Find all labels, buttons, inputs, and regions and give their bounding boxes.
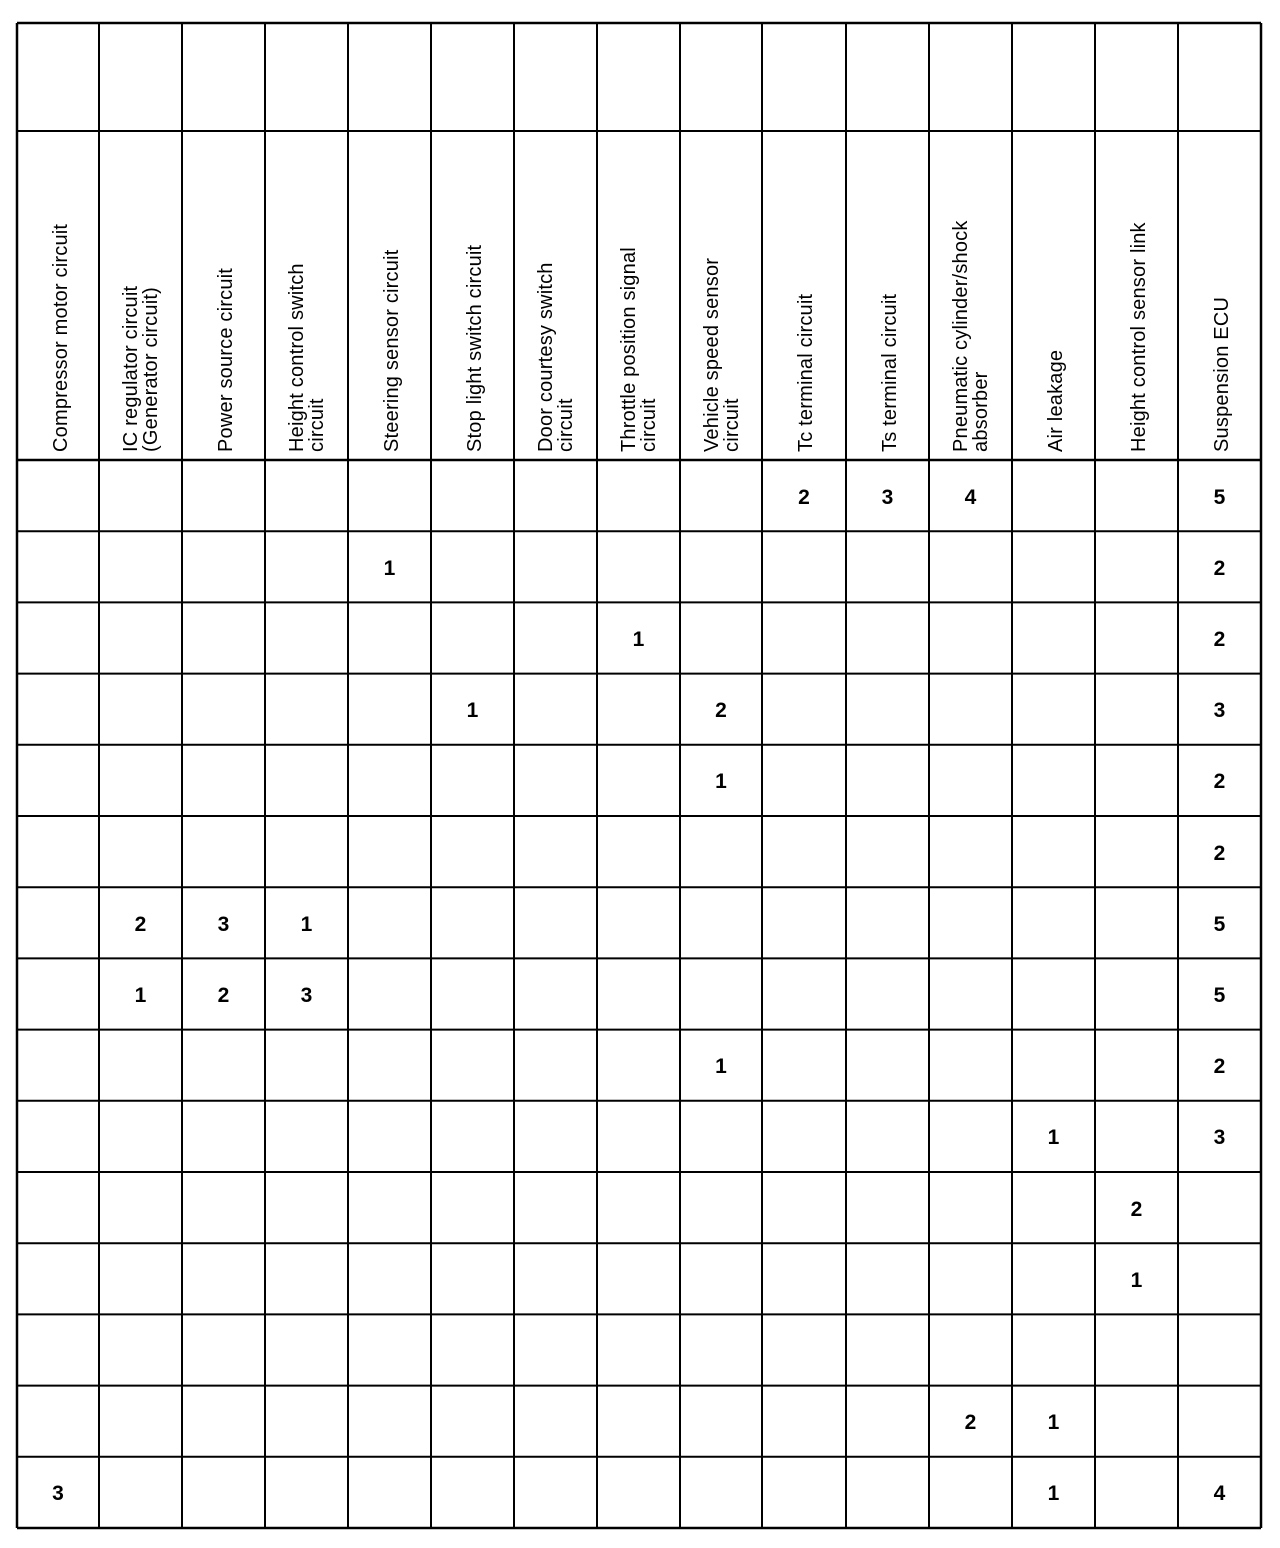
table-cell: 2 — [134, 912, 147, 936]
column-header-line: circuit — [306, 398, 328, 452]
table-cell: 3 — [52, 1482, 64, 1506]
table-cell: 1 — [632, 628, 645, 651]
table-cell: 3 — [217, 912, 230, 936]
column-header-line: circuit — [638, 398, 660, 452]
column-header — [1046, 132, 1066, 452]
table-cell: 4 — [1213, 1482, 1226, 1506]
table-cell: 5 — [1213, 485, 1226, 509]
column-header — [1212, 132, 1232, 452]
column-header — [382, 132, 402, 452]
column-header — [951, 132, 991, 452]
table-cell: 3 — [1213, 699, 1226, 723]
column-header — [796, 132, 816, 452]
table-cell: 1 — [1047, 1482, 1060, 1506]
table-cell: 3 — [300, 984, 313, 1007]
table-cell: 5 — [1213, 984, 1226, 1007]
table-cell: 2 — [217, 984, 230, 1007]
column-header-line: circuit — [721, 398, 743, 452]
column-header — [121, 132, 161, 452]
table-cell: 2 — [1213, 556, 1226, 580]
column-header — [287, 132, 327, 452]
table-cell: 5 — [1213, 912, 1226, 936]
column-header-line: Height control sensor link — [1128, 222, 1150, 452]
column-header-line: Vehicle speed sensor — [701, 257, 723, 452]
table-cell: 1 — [1130, 1268, 1143, 1292]
column-header-line: circuit — [555, 398, 577, 452]
column-header-line: Power source circuit — [215, 267, 237, 452]
column-header-line: Steering sensor circuit — [381, 249, 403, 452]
table-cell: 3 — [1213, 1126, 1226, 1150]
column-header — [1129, 132, 1149, 452]
table-cell: 2 — [1213, 1055, 1226, 1079]
column-header — [51, 132, 71, 452]
column-header-line: Height control switch — [286, 263, 308, 452]
column-header-line: Air leakage — [1045, 349, 1067, 452]
table-cell: 4 — [964, 485, 977, 509]
column-header-line: (Generator circuit) — [140, 287, 162, 452]
table-cell: 1 — [715, 770, 727, 794]
column-header — [465, 132, 485, 452]
table-cell: 2 — [1213, 628, 1226, 651]
column-header — [702, 132, 742, 452]
column-header-line: Tc terminal circuit — [795, 293, 817, 452]
table-cell: 1 — [300, 912, 313, 936]
table-cell: 3 — [881, 485, 894, 509]
table-cell: 2 — [1213, 841, 1226, 865]
column-header-line: Compressor motor circuit — [50, 223, 72, 452]
column-header-line: Ts terminal circuit — [879, 293, 901, 452]
table-cell: 2 — [1130, 1197, 1143, 1221]
column-header — [216, 132, 236, 452]
column-header — [880, 132, 900, 452]
table-cell: 1 — [1047, 1411, 1060, 1435]
table-cell: 1 — [466, 699, 479, 723]
column-header-line: Door courtesy switch — [535, 262, 557, 452]
table-cell: 1 — [715, 1055, 727, 1079]
table-cell: 2 — [798, 485, 810, 509]
column-header-line: IC regulator circuit — [120, 285, 142, 452]
column-header-line: Stop light switch circuit — [464, 244, 486, 452]
column-header — [619, 132, 659, 452]
table-cell: 2 — [715, 699, 727, 723]
table-cell: 1 — [383, 556, 396, 580]
table-cell: 1 — [134, 984, 147, 1007]
column-header-line: Pneumatic cylinder/shock — [950, 220, 972, 452]
column-header-line: Throttle position signal — [618, 247, 640, 452]
column-header-line: Suspension ECU — [1211, 296, 1233, 452]
column-header-line: absorber — [970, 371, 992, 452]
column-header — [536, 132, 576, 452]
table-cell: 2 — [1213, 770, 1226, 794]
table-cell: 1 — [1047, 1126, 1060, 1150]
table-cell: 2 — [964, 1411, 977, 1435]
